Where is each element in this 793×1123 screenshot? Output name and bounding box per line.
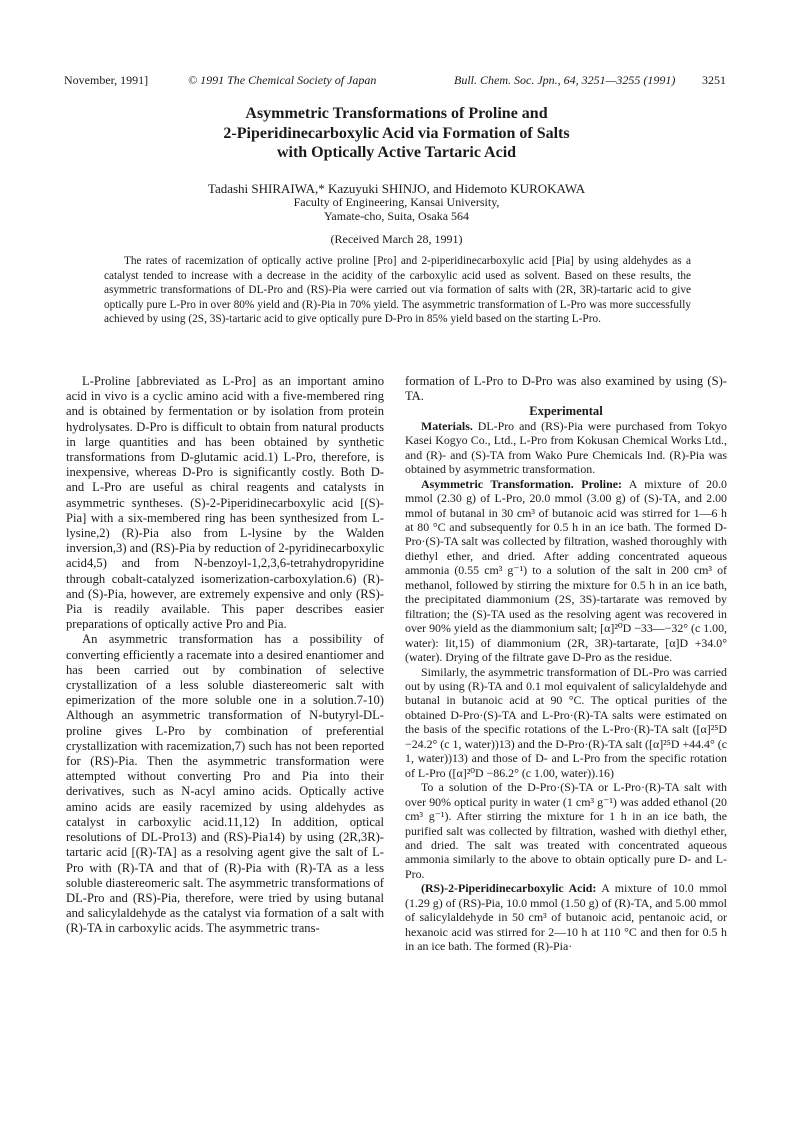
running-header (64, 72, 726, 88)
run-in-heading: Materials. (421, 418, 473, 433)
left-column (66, 374, 384, 937)
paragraph-text: DL-Pro and (RS)-Pia were purchased from Tokyo Kasei Kogyo Co., Ltd., L-Pro from Kokusan Chemical Works Ltd., and (R)- and (S)-TA from Wako Pure Chemicals Ind. (R)-Pia was obtained by asymmetric transformation. (405, 418, 727, 477)
journal-citation: Bull. Chem. Soc. Jpn., 64, 3251—3255 (1991) (454, 73, 676, 87)
paragraph-text: A mixture of 20.0 mmol (2.30 g) of L-Pro, 20.0 mmol (3.00 g) of (S)-TA, and 2.00 mmol of butanal in 30 cm³ of butanoic acid was stirred for 1—6 h at 80 °C and subsequently for 0.5 h in an ice bath. The formed D-Pro·(S)-TA salt was collected by filtration, washed thoroughly with diethyl ether, and dried. After adding concentrated aqueous ammonia (0.55 cm³ g⁻¹) to a solution of the salt in 200 cm³ of methanol, followed by stirring the mixture for 0.5 h in an ice bath, the precipitated diammonium (2S, 3S)-tartarate was removed by filtration; the (S)-TA used as the resolving agent was recovered in over 90% yield as the diammonium salt; [α]²⁰D −33—−32° (c 1.00, water): lit,15) of diammonium (2R, 3R)-tartarate, [α]D +34.0° (water). Drying of the filtrate gave D-Pro as the residue. (405, 476, 728, 665)
author-list: Tadashi SHIRAIWA,* Kazuyuki SHINJO, and Hidemoto KUROKAWA (207, 181, 586, 196)
affiliation-line: Faculty of Engineering, Kansai University, (293, 195, 500, 209)
body-paragraph (405, 881, 727, 953)
body-paragraph (405, 477, 727, 665)
affiliation-line: Yamate-cho, Suita, Osaka 564 (323, 209, 470, 223)
section-heading: Experimental (529, 404, 603, 419)
article-title (0, 104, 793, 163)
body-paragraph: Similarly, the asymmetric transformation of DL-Pro was carried out by using (R)-TA and 0.1 mol equivalent of salicylaldehyde and butanal in butanoic acid at 90 °C. The optical purities of the obtained D-Pro·(S)-TA and L-Pro·(R)-TA salts were estimated on the basis of the specific rotations of the L-Pro·(R)-TA salt ([α]²⁵D −24.2° (c 1, water))13) and the D-Pro·(R)-TA salt ([α]²⁵D +44.4° (c 1, water))13) and those of D- and L-Pro from the specific rotation of L-Pro ([α]²⁰D −86.2° (c 1.00, water)).16) (405, 664, 727, 780)
paragraph-text: A mixture of 10.0 mmol (1.29 g) of (RS)-Pia, 10.0 mmol (1.50 g) of (R)-TA, and 5.00 mmol of salicylaldehyde in 50 cm³ of butanoic acid, pentanoic acid, or hexanoic acid was stirred for 2—10 h at 110 °C and then for 0.5 h in an ice bath. The formed (R)-Pia· (405, 881, 727, 954)
body-paragraph (405, 419, 727, 477)
issue-date: November, 1991] (64, 73, 149, 87)
right-column (405, 374, 727, 954)
title-line: with Optically Active Tartaric Acid (276, 144, 517, 161)
abstract: The rates of racemization of optically active proline [Pro] and 2-piperidinecarboxylic acid [Pia] by using aldehydes as a catalyst tended to increase with a decrease in the acidity of the carboxylic acid used as solvent. Based on these results, the asymmetric transformations of DL-Pro and (RS)-Pia were carried out via formation of salts with (2R, 3R)-tartaric acid to give optically pure L-Pro in over 80% yield and (R)-Pia in 70% yield. The asymmetric transformation of L-Pro was more successfully achieved by using (2S, 3S)-tartaric acid to give optically pure D-Pro in 85% yield based on the starting L-Pro. (104, 255, 691, 326)
title-line: 2-Piperidinecarboxylic Acid via Formation of Salts (223, 124, 570, 142)
body-paragraph: An asymmetric transformation has a possibility of converting efficiently a racemate into a desired enantiomer and has been carried out by combination of selective crystallization of a less soluble diastereomeric salt with epimerization of the more soluble one in a solution.7-10) Although an asymmetric transformation of N-butyryl-DL-proline gives L-Pro by combination of preferential crystallization with racemization,7) such has not been reported for (RS)-Pia. Then the asymmetric transformation were attempted without converting Pro and Pia into their derivatives, such as N-acyl amino acids. Optically active amino acids are easily racemized by using aldehydes as catalyst in carboxylic acid.11,12) In addition, optical resolutions of DL-Pro13) and (RS)-Pia14) by using (2R,3R)-tartaric acid [(R)-TA] as a resolving agent give the salt of L-Pro with (R)-TA and that of (R)-Pia with (R)-TA as a less soluble diastereomeric salt. The asymmetric transformations of DL-Pro and (RS)-Pia, therefore, were tried by using butanal and salicylaldehyde as the catalyst via formation of a salt with (R)-TA in carboxylic acids. The asymmetric trans- (66, 632, 384, 936)
body-paragraph: To a solution of the D-Pro·(S)-TA or L-Pro·(R)-TA salt with over 90% optical purity in water (1 cm³ g⁻¹) was added ethanol (20 cm³ g⁻¹). After stirring the mixture for 1 h in an ice bath, the purified salt was collected by filtration, washed with diethyl ether, and dried. The salt was treated with concentrated aqueous ammonia similarly to the above to obtain optically pure D- and L-Pro. (405, 780, 727, 881)
run-in-heading: Asymmetric Transformation. Proline: (421, 476, 622, 491)
copyright-notice: © 1991 The Chemical Society of Japan (188, 73, 377, 87)
title-line: Asymmetric Transformations of Proline and (245, 105, 548, 122)
affiliation (0, 195, 793, 223)
received-date: (Received March 28, 1991) (330, 232, 463, 246)
run-in-heading: (RS)-2-Piperidinecarboxylic Acid: (421, 881, 597, 896)
body-paragraph: formation of L-Pro to D-Pro was also examined by using (S)-TA. (405, 374, 727, 404)
body-paragraph: L-Proline [abbreviated as L-Pro] as an important amino acid in vivo is a cyclic amino acid with a five-membered ring and is obtained by fermentation or by isolation from protein hydrolysates. D-Pro is difficult to obtain from natural products in large quantities and has been obtained by synthetic transformations from D-glutamic acid.1) L-Pro, therefore, is inexpensive, whereas D-Pro is significantly costly. Both D- and L-Pro are useful as chiral reagents and catalysts in asymmetric syntheses. (S)-2-Piperidinecarboxylic acid [(S)-Pia] with a six-membered ring has been synthesized from L-lysine,2) (R)-Pia also from L-lysine by the Walden inversion,3) and (RS)-Pia by reduction of 2-pyridinecarboxylic acid4,5) and from N-benzoyl-1,2,3,6-tetrahydropyridine through cobalt-catalyzed isomerization-carboxylation.6) (R)- and (S)-Pia, however, are extremely expensive and only (RS)-Pia is readily available. This paper describes easier preparations of optically active Pro and Pia. (66, 374, 384, 632)
page-number: 3251 (702, 73, 726, 87)
